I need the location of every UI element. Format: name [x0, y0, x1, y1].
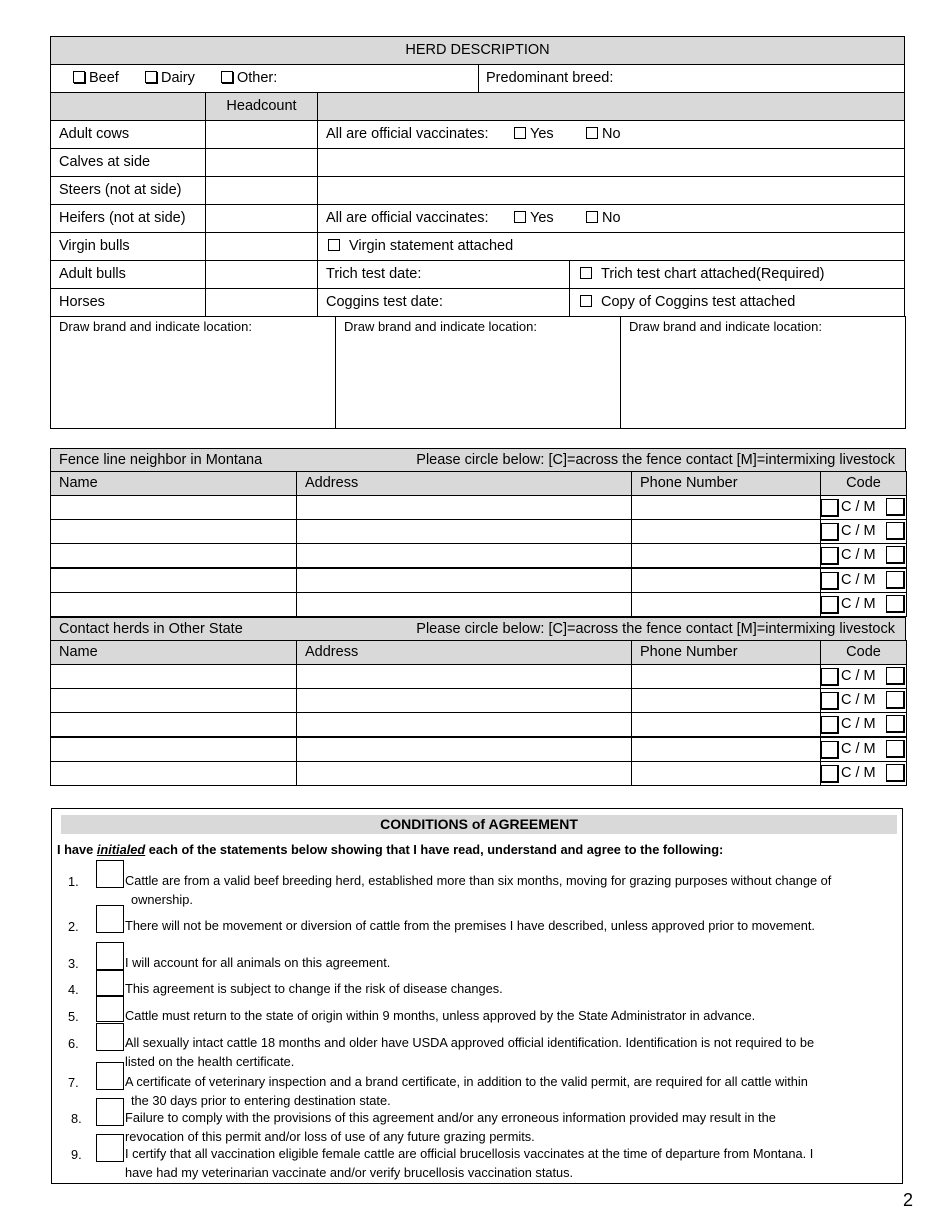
initial-box-3[interactable]: [96, 942, 124, 970]
dairy-checkbox[interactable]: [145, 71, 157, 83]
coggins-copy-checkbox[interactable]: [580, 295, 592, 307]
trich-date-label: Trich test date:: [326, 266, 422, 282]
condition-number: 2.: [68, 919, 79, 934]
montana-neighbor-name-cell[interactable]: [50, 495, 297, 520]
montana-neighbor-address-cell[interactable]: [296, 568, 632, 593]
virgin-statement-label: Virgin statement attached: [349, 238, 514, 254]
montana-neighbor-code-cell: [820, 592, 907, 617]
other-state-contact-address-cell[interactable]: [296, 737, 632, 762]
headcount-heifers[interactable]: [205, 204, 318, 233]
montana-neighbor-header-name: [50, 471, 297, 496]
c-checkbox[interactable]: [821, 572, 839, 590]
c-checkbox[interactable]: [821, 547, 839, 565]
m-checkbox[interactable]: [886, 764, 905, 782]
other-state-contact-name-cell[interactable]: [50, 688, 297, 713]
other-state-contact-header-phone: [631, 640, 821, 665]
calves-blank: [317, 148, 905, 177]
dairy-option[interactable]: [145, 65, 195, 92]
code-text: C / M: [841, 595, 876, 612]
trich-test-date-field[interactable]: [317, 260, 570, 289]
dairy-label: Dairy: [161, 70, 195, 86]
virgin-statement-field: [317, 232, 905, 261]
other-option[interactable]: [221, 65, 277, 92]
herd-header-blank-left: [50, 92, 206, 121]
other-state-contact-name-cell[interactable]: [50, 664, 297, 689]
yes-label: Yes: [530, 126, 554, 142]
initial-box-6[interactable]: [96, 1023, 124, 1051]
m-checkbox[interactable]: [886, 715, 905, 733]
headcount-adult-cows[interactable]: [205, 120, 318, 149]
other-state-contact-header-code: [820, 640, 907, 665]
code-text: C / M: [841, 716, 876, 733]
coggins-copy-label: Copy of Coggins test attached: [601, 294, 796, 310]
other-state-contact-header-phone-text: Phone Number: [640, 644, 738, 660]
code-text: C / M: [841, 668, 876, 684]
heifers-no-option[interactable]: [586, 205, 621, 232]
montana-neighbor-name-cell[interactable]: [50, 592, 297, 617]
code-text: C / M: [841, 764, 876, 781]
c-checkbox[interactable]: [821, 596, 839, 614]
other-state-contact-phone-cell[interactable]: [631, 761, 821, 786]
coggins-test-date-field[interactable]: [317, 288, 570, 317]
montana-neighbor-header-address-text: Address: [305, 475, 359, 491]
beef-label: Beef: [89, 70, 119, 86]
montana-neighbor-instructions: Please circle below: [C]=across the fence contact [M]=intermixing livestock: [416, 452, 895, 468]
adult-cows-vaccinates: [317, 120, 905, 149]
headcount-virgin-bulls[interactable]: [205, 232, 318, 261]
condition-number: 1.: [68, 874, 79, 889]
beef-option[interactable]: [73, 65, 119, 92]
brand-box-1[interactable]: [50, 316, 336, 429]
other-label: Other:: [237, 70, 278, 86]
herd-header-blank-right: [317, 92, 905, 121]
m-checkbox[interactable]: [886, 740, 905, 758]
herd-description-title: [50, 36, 905, 65]
c-checkbox[interactable]: [821, 499, 839, 517]
coggins-copy-field: [569, 288, 905, 317]
m-checkbox[interactable]: [886, 571, 905, 589]
adult-cows-text: Adult cows: [59, 126, 130, 142]
adult-cows-no-checkbox[interactable]: [586, 127, 598, 139]
other-state-contact-phone-cell[interactable]: [631, 688, 821, 713]
brand-box-2[interactable]: [335, 316, 621, 429]
conditions-title-text: CONDITIONS of AGREEMENT: [380, 816, 578, 832]
c-checkbox[interactable]: [821, 523, 839, 541]
condition-text-8-cont: revocation of this permit and/or loss of use of any future grazing permits.: [125, 1129, 535, 1144]
other-state-contact-title-row: [50, 617, 906, 641]
montana-neighbor-code-cell: [820, 519, 907, 544]
condition-number: 8.: [71, 1111, 82, 1126]
virgin-statement-checkbox[interactable]: [328, 239, 340, 251]
conditions-intro: [57, 842, 723, 857]
other-state-contact-header-address: [296, 640, 632, 665]
m-checkbox[interactable]: [886, 691, 905, 709]
condition-number: 5.: [68, 1009, 79, 1024]
code-text: C / M: [841, 523, 876, 540]
row-label-calves-at-side: [50, 148, 206, 177]
row-label-virgin-bulls: [50, 232, 206, 261]
other-state-contact-name-cell[interactable]: [50, 712, 297, 737]
other-state-contact-code-cell: [820, 761, 907, 786]
beef-checkbox[interactable]: [73, 71, 85, 83]
montana-neighbor-phone-cell[interactable]: [631, 495, 821, 520]
other-state-contact-instructions: Please circle below: [C]=across the fence contact [M]=intermixing livestock: [416, 621, 895, 637]
calves-text: Calves at side: [59, 154, 151, 170]
herd-title-text: HERD DESCRIPTION: [405, 42, 550, 58]
other-state-contact-name-cell[interactable]: [50, 761, 297, 786]
intro-part-a: I have: [57, 842, 97, 857]
headcount-steers[interactable]: [205, 176, 318, 205]
page-number-text: 2: [903, 1190, 914, 1210]
other-state-contact-address-cell[interactable]: [296, 712, 632, 737]
virgin-statement-option[interactable]: [328, 238, 513, 254]
condition-number: 9.: [71, 1147, 82, 1162]
page-number: [903, 1190, 913, 1211]
brand-label-3: Draw brand and indicate location:: [629, 319, 822, 334]
other-state-contact-header-address-text: Address: [305, 644, 359, 660]
code-text: C / M: [841, 499, 876, 515]
m-checkbox[interactable]: [886, 498, 905, 516]
other-state-contact-address-cell[interactable]: [296, 761, 632, 786]
montana-neighbor-code-cell: [820, 568, 907, 593]
adult-cows-yes-option[interactable]: [514, 121, 554, 148]
no-label: No: [602, 210, 621, 226]
montana-neighbor-phone-cell[interactable]: [631, 519, 821, 544]
condition-number: 4.: [68, 982, 79, 997]
other-state-contact-code-cell: [820, 737, 907, 762]
c-checkbox[interactable]: [821, 765, 839, 783]
code-text: C / M: [841, 571, 876, 588]
other-state-contact-address-cell[interactable]: [296, 688, 632, 713]
coggins-copy-option[interactable]: [580, 294, 795, 310]
heifers-no-checkbox[interactable]: [586, 211, 598, 223]
montana-neighbor-code-cell: [820, 495, 907, 520]
montana-neighbor-address-cell[interactable]: [296, 495, 632, 520]
trich-chart-checkbox[interactable]: [580, 267, 592, 279]
montana-neighbor-phone-cell[interactable]: [631, 568, 821, 593]
headcount-horses[interactable]: [205, 288, 318, 317]
other-state-contact-phone-cell[interactable]: [631, 712, 821, 737]
yes-label: Yes: [530, 210, 554, 226]
montana-neighbor-header-code-text: Code: [846, 475, 881, 491]
headcount-header: [205, 92, 318, 121]
c-checkbox[interactable]: [821, 716, 839, 734]
code-text: C / M: [841, 740, 876, 757]
m-checkbox[interactable]: [886, 546, 905, 564]
montana-neighbor-name-cell[interactable]: [50, 519, 297, 544]
trich-chart-option[interactable]: [580, 266, 825, 282]
condition-text-7: A certificate of veterinary inspection and a brand certificate, in addition to the valid permit, are required for all cattle within: [125, 1074, 808, 1089]
row-label-adult-cows: [50, 120, 206, 149]
condition-text-2: There will not be movement or diversion of cattle from the premises I have described, unless approved prior to movement.: [125, 918, 815, 933]
m-checkbox[interactable]: [886, 595, 905, 613]
conditions-title: [61, 815, 897, 834]
initial-box-8[interactable]: [96, 1098, 124, 1126]
c-checkbox[interactable]: [821, 692, 839, 710]
intro-emphasis: initialed: [96, 842, 146, 857]
condition-text-6: All sexually intact cattle 18 months and older have USDA approved official identification. Identification is not required to be: [125, 1035, 815, 1050]
conditions-frame: [51, 808, 903, 1184]
predominant-breed-label: Predominant breed:: [486, 70, 614, 86]
code-text: C / M: [841, 692, 876, 709]
conditions-bottom-line: [51, 1183, 903, 1184]
condition-text-7-cont: the 30 days prior to entering destination state.: [131, 1093, 391, 1108]
headcount-calves-at-side[interactable]: [205, 148, 318, 177]
montana-neighbor-title: Fence line neighbor in Montana: [59, 452, 263, 468]
condition-number: 3.: [68, 956, 79, 971]
adult-cows-yes-checkbox[interactable]: [514, 127, 526, 139]
initial-box-7[interactable]: [96, 1062, 124, 1090]
montana-neighbor-name-cell[interactable]: [50, 568, 297, 593]
heifers-yes-checkbox[interactable]: [514, 211, 526, 223]
adult-cows-no-option[interactable]: [586, 121, 621, 148]
montana-neighbor-address-cell[interactable]: [296, 592, 632, 617]
condition-text-1-cont: ownership.: [131, 892, 193, 907]
code-text: C / M: [841, 547, 876, 564]
montana-neighbor-header-name-text: Name: [59, 475, 98, 491]
condition-text-3: I will account for all animals on this agreement.: [125, 955, 391, 970]
other-state-contact-code-cell: [820, 664, 907, 689]
montana-neighbor-header-code: [820, 471, 907, 496]
montana-neighbor-phone-cell[interactable]: [631, 543, 821, 568]
condition-text-9: I certify that all vaccination eligible female cattle are official brucellosis vaccinates at the time of departure from Montana. I: [125, 1146, 814, 1161]
condition-text-1: Cattle are from a valid beef breeding herd, established more than six months, moving for grazing purposes without change of: [125, 873, 832, 888]
brand-box-3[interactable]: [620, 316, 906, 429]
other-state-contact-title: Contact herds in Other State: [59, 621, 243, 637]
heifers-yes-option[interactable]: [514, 205, 554, 232]
trich-chart-label: Trich test chart attached(Required): [601, 266, 825, 282]
montana-neighbor-header-address: [296, 471, 632, 496]
adult-bulls-text: Adult bulls: [59, 266, 126, 282]
initial-box-2[interactable]: [96, 905, 124, 933]
predominant-breed-field[interactable]: [478, 64, 905, 93]
other-state-contact-phone-cell[interactable]: [631, 737, 821, 762]
row-label-adult-bulls: [50, 260, 206, 289]
headcount-header-text: Headcount: [226, 98, 297, 114]
other-checkbox[interactable]: [221, 71, 233, 83]
other-state-contact-header-name-text: Name: [59, 644, 98, 660]
steers-blank: [317, 176, 905, 205]
c-checkbox[interactable]: [821, 741, 839, 759]
other-state-contact-phone-cell[interactable]: [631, 664, 821, 689]
brand-label-1: Draw brand and indicate location:: [59, 319, 252, 334]
herd-type-row: [50, 64, 479, 93]
other-state-contact-header-code-text: Code: [846, 644, 881, 660]
montana-neighbor-phone-cell[interactable]: [631, 592, 821, 617]
brand-label-2: Draw brand and indicate location:: [344, 319, 537, 334]
condition-text-9-cont: have had my veterinarian vaccinate and/or verify brucellosis vaccination status.: [125, 1165, 574, 1180]
other-state-contact-header-name: [50, 640, 297, 665]
initial-box-9[interactable]: [96, 1134, 124, 1162]
no-label: No: [602, 126, 621, 142]
row-label-heifers: [50, 204, 206, 233]
condition-number: 6.: [68, 1036, 79, 1051]
condition-text-5: Cattle must return to the state of origin within 9 months, unless approved by the State Administrator in advance.: [125, 1008, 756, 1023]
montana-neighbor-address-cell[interactable]: [296, 543, 632, 568]
montana-neighbor-code-cell: [820, 543, 907, 568]
montana-neighbor-header-phone: [631, 471, 821, 496]
condition-text-6-cont: listed on the health certificate.: [125, 1054, 295, 1069]
row-label-horses: [50, 288, 206, 317]
other-state-contact-name-cell[interactable]: [50, 737, 297, 762]
condition-text-8: Failure to comply with the provisions of this agreement and/or any erroneous information provided may result in the: [125, 1110, 776, 1125]
trich-chart-field: [569, 260, 905, 289]
horses-text: Horses: [59, 294, 105, 310]
montana-neighbor-header-phone-text: Phone Number: [640, 475, 738, 491]
headcount-adult-bulls[interactable]: [205, 260, 318, 289]
m-checkbox[interactable]: [886, 667, 905, 685]
intro-part-b: each of the statements below showing that I have read, understand and agree to the following:: [145, 842, 724, 857]
vaccinates-label: All are official vaccinates:: [326, 210, 489, 226]
initial-box-1[interactable]: [96, 860, 124, 888]
virgin-bulls-text: Virgin bulls: [59, 238, 130, 254]
vaccinates-label: All are official vaccinates:: [326, 126, 489, 142]
c-checkbox[interactable]: [821, 668, 839, 686]
initial-box-4[interactable]: [96, 970, 124, 996]
other-state-contact-address-cell[interactable]: [296, 664, 632, 689]
montana-neighbor-title-row: [50, 448, 906, 472]
montana-neighbor-name-cell[interactable]: [50, 543, 297, 568]
other-state-contact-code-cell: [820, 712, 907, 737]
steers-text: Steers (not at side): [59, 182, 182, 198]
condition-text-4: This agreement is subject to change if the risk of disease changes.: [125, 981, 503, 996]
initial-box-5[interactable]: [96, 996, 124, 1022]
coggins-date-label: Coggins test date:: [326, 294, 443, 310]
heifers-vaccinates: [317, 204, 905, 233]
condition-number: 7.: [68, 1075, 79, 1090]
montana-neighbor-address-cell[interactable]: [296, 519, 632, 544]
heifers-text: Heifers (not at side): [59, 210, 186, 226]
m-checkbox[interactable]: [886, 522, 905, 540]
row-label-steers: [50, 176, 206, 205]
other-state-contact-code-cell: [820, 688, 907, 713]
